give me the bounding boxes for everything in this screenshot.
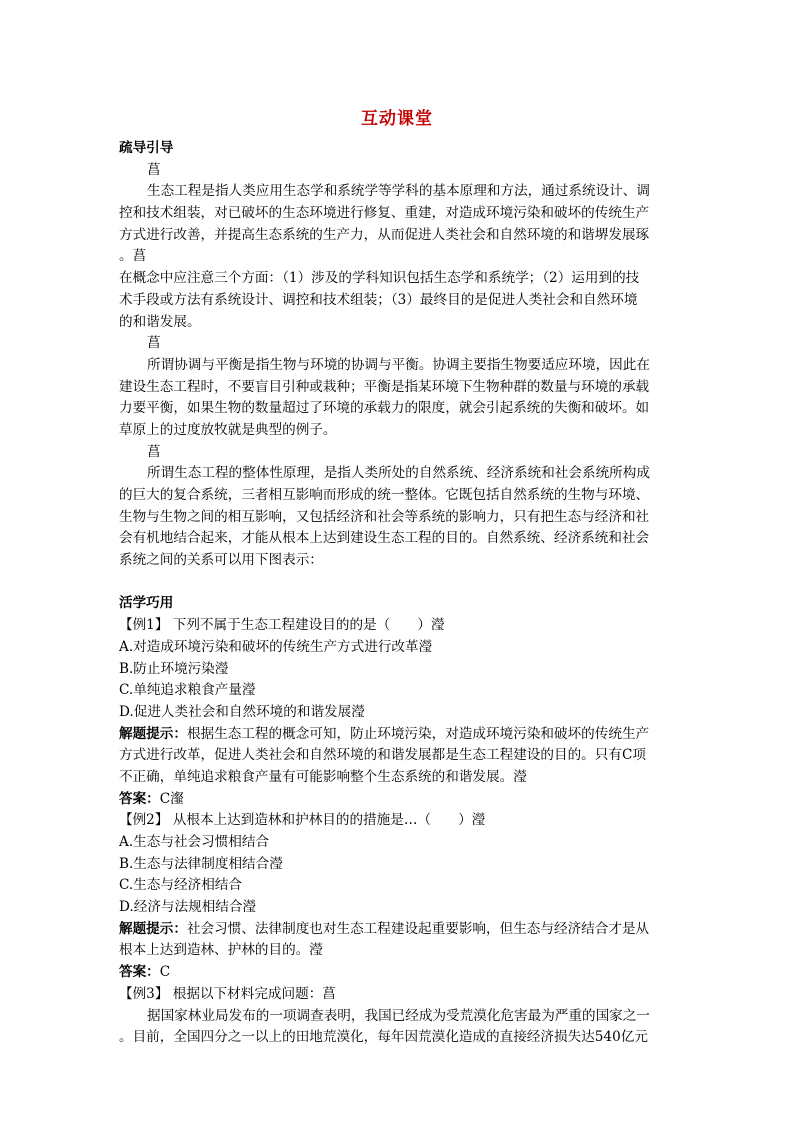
example1-hint-line: 方式进行改革，促进人类社会和自然环境的和谐发展都是生态工程建设的目的。只有C项: [119, 747, 646, 764]
document-body: [119, 138, 679, 1049]
hint-label: 解题提示：: [119, 920, 187, 937]
para1-line: 方式进行改善，并提高生态系统的生产力，从而促进人类社会和自然环境的和谐堺发展琢: [119, 226, 650, 243]
example1-question: 【例1】 下列不属于生态工程建设目的的是（ ）瀅: [119, 617, 445, 634]
para3-line: 建设生态工程时，不要盲目引种或栽种；平衡是指某环境下生物种群的数量与环境的承载: [119, 378, 650, 395]
hint-text: 根据生态工程的概念可知，防止环境污染，对造成环境污染和破坏的传统生产: [186, 725, 650, 742]
section-heading-apply: 活学巧用: [119, 595, 174, 612]
example2-hint: [119, 919, 679, 941]
example2-option-b: B.生态与法律制度相结合瀅: [119, 855, 283, 872]
para2-line: 在概念中应注意三个方面：（1）涉及的学科知识包括生态学和系统学；（2）运用到的技: [119, 270, 640, 287]
para2-line: 术手段或方法有系统设计、调控和技术组装；（3）最终目的是促进人类社会和自然环境: [119, 291, 638, 308]
example1-option-c: C.单纯追求粮食产量瀅: [119, 682, 256, 699]
example1-option-a: A.对造成环境污染和破坏的传统生产方式进行改革瀅: [119, 638, 433, 655]
para3-line: 力要平衡，如果生物的数量超过了环境的承载力的限度，就会引起系统的失衡和破坏。如: [119, 400, 650, 417]
hint-label: 解题提示：: [119, 725, 187, 742]
section-heading-guide: 疏导引导: [119, 140, 174, 156]
example3-material-line: 。目前，全国四分之一以上的田地荒漠化，每年因荒漠化造成的直接经济损失达540亿元: [119, 1029, 648, 1046]
example2-option-a: A.生态与社会习惯相结合: [119, 834, 270, 850]
example1-option-b: B.防止环境污染瀅: [119, 660, 229, 677]
example3-question: 【例3】 根据以下材料完成问题：菖: [119, 985, 336, 1002]
para4-line: 的巨大的复合系统，三者相互影响而形成的统一整体。它既包括自然系统的生物与环境、: [119, 487, 650, 503]
para4-line: 会有机地结合起来，才能从根本上达到建设生态工程的目的。自然系统、经济系统和社会: [119, 530, 650, 547]
para4-line: 生物与生物之间的相互影响，又包括经济和社会等系统的影响力，只有把生态与经济和社: [119, 508, 650, 525]
example2-answer: [119, 962, 679, 984]
para4-line: 所谓生态工程的整体性原理，是指人类所处的自然系统、经济系统和社会系统所构成: [147, 465, 650, 482]
example3-material-line: 据国家林业局发布的一项调查表明，我国已经成为受荒漠化危害最为严重的国家之一: [147, 1007, 650, 1024]
para1-line: 生态工程是指人类应用生态学和系统学等学科的基本原理和方法，通过系统设计、调: [147, 183, 650, 200]
example2-option-d: D.经济与法规相结合瀅: [119, 899, 257, 916]
para1-line: 控和技术组装，对已破坏的生态环境进行修复、重建，对造成环境污染和破坏的传统生产: [119, 205, 650, 222]
example2-hint-line: 根本上达到造林、护林的目的。瀅: [119, 942, 323, 959]
para2-line: 的和谐发展。: [119, 313, 201, 330]
example1-answer: [119, 789, 679, 811]
page-title: 互动课堂: [361, 109, 433, 129]
para-mark: 菖: [147, 161, 161, 178]
para-mark: 菖: [147, 335, 161, 352]
example1-hint: [119, 724, 679, 746]
para-mark: 菖: [147, 443, 161, 460]
para3-line: 所谓协调与平衡是指生物与环境的协调与平衡。协调主要指生物要适应环境，因此在: [147, 356, 650, 373]
answer-value: C瀣: [159, 790, 184, 807]
para1-line: 。菖: [119, 248, 147, 265]
hint-text: 社会习惯、法律制度也对生态工程建设起重要影响，但生态与经济结合才是从: [186, 920, 650, 937]
example1-hint-line: 不正确，单纯追求粮食产量有可能影响整个生态系统的和谐发展。瀅: [119, 768, 527, 785]
answer-label: 答案：: [119, 964, 160, 981]
example1-option-d: D.促进人类社会和自然环境的和谐发展瀅: [119, 703, 365, 720]
example2-option-c: C.生态与经济相结合: [119, 877, 242, 894]
blank-line: [119, 572, 679, 594]
para3-line: 草原上的过度放牧就是典型的例子。: [119, 421, 337, 438]
answer-label: 答案：: [119, 790, 160, 807]
example2-question: 【例2】 从根本上达到造林和护林目的的措施是…（ ）瀅: [119, 812, 486, 829]
para4-line: 系统之间的关系可以用下图表示：: [119, 552, 323, 569]
answer-value: C: [159, 964, 171, 981]
